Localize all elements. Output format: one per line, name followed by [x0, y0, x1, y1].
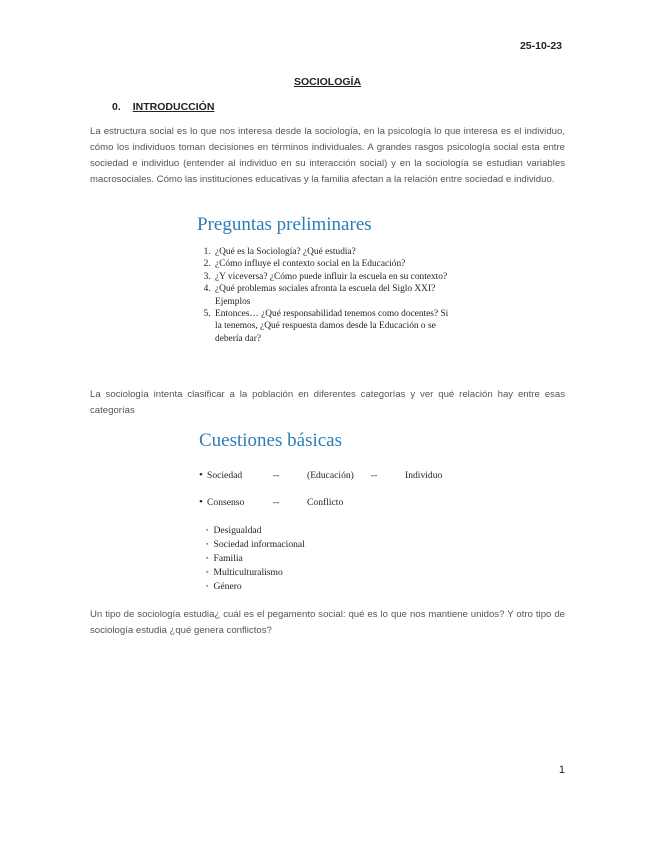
slide2-title: Cuestiones básicas — [199, 430, 343, 451]
paragraph-intro: La estructura social es lo que nos interesa desde la sociología, en la psicología lo que interesa es el individuo, cómo los individuos toman decisiones en términos individuales. A grandes rasgos psicología social esta entre sociedad e individuo (entender al individuo en su interacción social) y en la sociología se estudian variables macrosociales. Cómo las instituciones educativas y la familia afectan a la relación entre sociedad e individuo. — [90, 126, 565, 185]
concept-educacion: (Educación) — [307, 470, 354, 481]
slide2-subtopic-list — [206, 524, 305, 594]
slide-cuestiones-basicas — [178, 430, 488, 600]
list-item: 5. Entonces… ¿Qué responsabilidad tenemos como docentes? Si la tenemos, ¿Qué respuesta damos desde la Educación o se debería dar? — [213, 308, 457, 345]
bullet-icon: • — [199, 496, 203, 508]
list-item: ▪ Género — [206, 580, 305, 594]
section-title: INTRODUCCIÓN — [132, 101, 215, 113]
list-item: ▪ Multiculturalismo — [206, 566, 305, 580]
slide-preguntas-preliminares — [197, 214, 457, 364]
concept-sociedad: Sociedad — [207, 470, 243, 481]
slide1-title: Preguntas preliminares — [197, 214, 372, 235]
dash-separator: -- — [273, 470, 280, 481]
concept-individuo: Individuo — [405, 470, 443, 481]
paragraph-classification: La sociología intenta clasificar a la población en diferentes categorías y ver qué relación hay entre esas categorías — [90, 389, 565, 416]
header-date: 25-10-23 — [519, 40, 562, 52]
dash-separator: -- — [371, 470, 378, 481]
paragraph-social-glue: Un tipo de sociología estudia¿ cuál es el pegamento social: qué es lo que nos mantiene unidos? Y otro tipo de sociología estudia ¿qué genera conflictos? — [90, 609, 565, 636]
list-item: 1. ¿Qué es la Sociología? ¿Qué estudia? — [213, 246, 457, 258]
concept-consenso: Consenso — [207, 497, 245, 508]
dash-separator: -- — [273, 497, 280, 508]
section-number: 0. — [112, 101, 121, 113]
list-item: ▪ Familia — [206, 552, 305, 566]
list-item: 2. ¿Cómo influye el contexto social en la Educación? — [213, 258, 457, 270]
document-title: SOCIOLOGÍA — [293, 76, 362, 88]
list-item: 3. ¿Y viceversa? ¿Cómo puede influir la escuela en su contexto? — [213, 271, 457, 283]
page-number: 1 — [558, 764, 565, 776]
list-item: 4. ¿Qué problemas sociales afronta la escuela del Siglo XXI? Ejemplos — [213, 283, 457, 308]
list-item: ▪ Desigualdad — [206, 524, 305, 538]
section-heading — [112, 101, 214, 113]
list-item: ▪ Sociedad informacional — [206, 538, 305, 552]
slide1-question-list — [197, 246, 457, 345]
bullet-icon: • — [199, 469, 203, 481]
concept-conflicto: Conflicto — [307, 497, 344, 508]
